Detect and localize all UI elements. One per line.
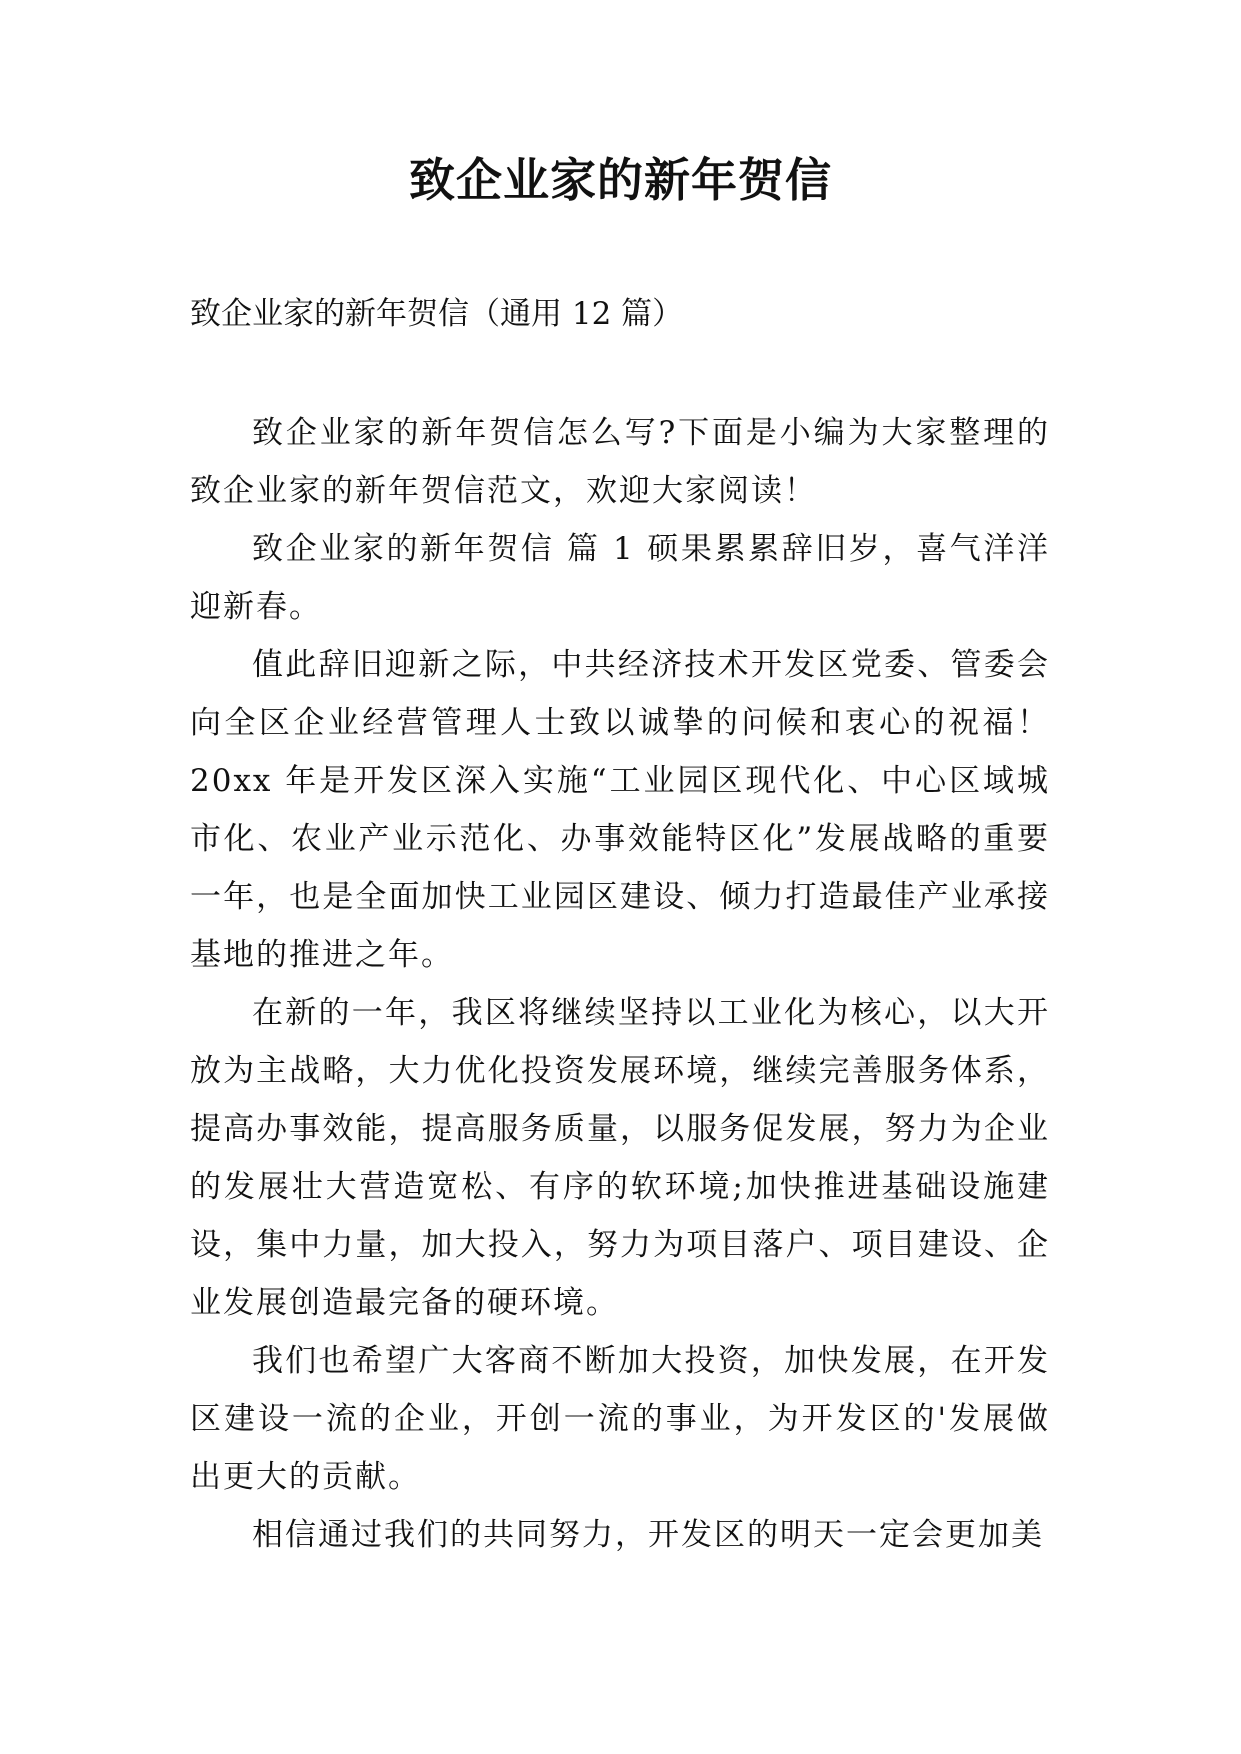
paragraph-closing: 相信通过我们的共同努力，开发区的明天一定会更加美 [252,1517,1044,1553]
paragraph-new-year-plan: 在新的一年，我区将继续坚持以工业化为核心，以大开放为主战略，大力优化投资发展环境，继续完善服务体系，提高办事效能，提高服务质量，以服务促发展，努力为企业的发展壮大营造宽松、有序的软环境;加快推进基础设施建设，集中力量，加大投入，努力为项目落户、项目建设、企业发展创造最完备的硬环境。 [190,995,1050,1321]
document-subtitle: 致企业家的新年贺信（通用 12 篇） [190,296,684,332]
paragraph-greeting: 值此辞旧迎新之际，中共经济技术开发区党委、管委会向全区企业经营管理人士致以诚挚的问候和衷心的祝福！20xx 年是开发区深入实施“工业园区现代化、中心区域城市化、农业产业示范化、办事效能特区化”发展战略的重要一年，也是全面加快工业园区建设、倾力打造最佳产业承接基地的推进之年。 [190,647,1050,973]
paragraph-hope: 我们也希望广大客商不断加大投资，加快发展，在开发区建设一流的企业，开创一流的事业，为开发区的'发展做出更大的贡献。 [190,1343,1050,1495]
document-title: 致企业家的新年贺信 [409,153,832,207]
document-body [190,404,1050,1564]
paragraph-intro: 致企业家的新年贺信怎么写?下面是小编为大家整理的致企业家的新年贺信范文，欢迎大家阅读！ [190,415,1050,509]
paragraph-article-1-opening: 致企业家的新年贺信 篇 1 硕果累累辞旧岁，喜气洋洋迎新春。 [190,531,1050,625]
